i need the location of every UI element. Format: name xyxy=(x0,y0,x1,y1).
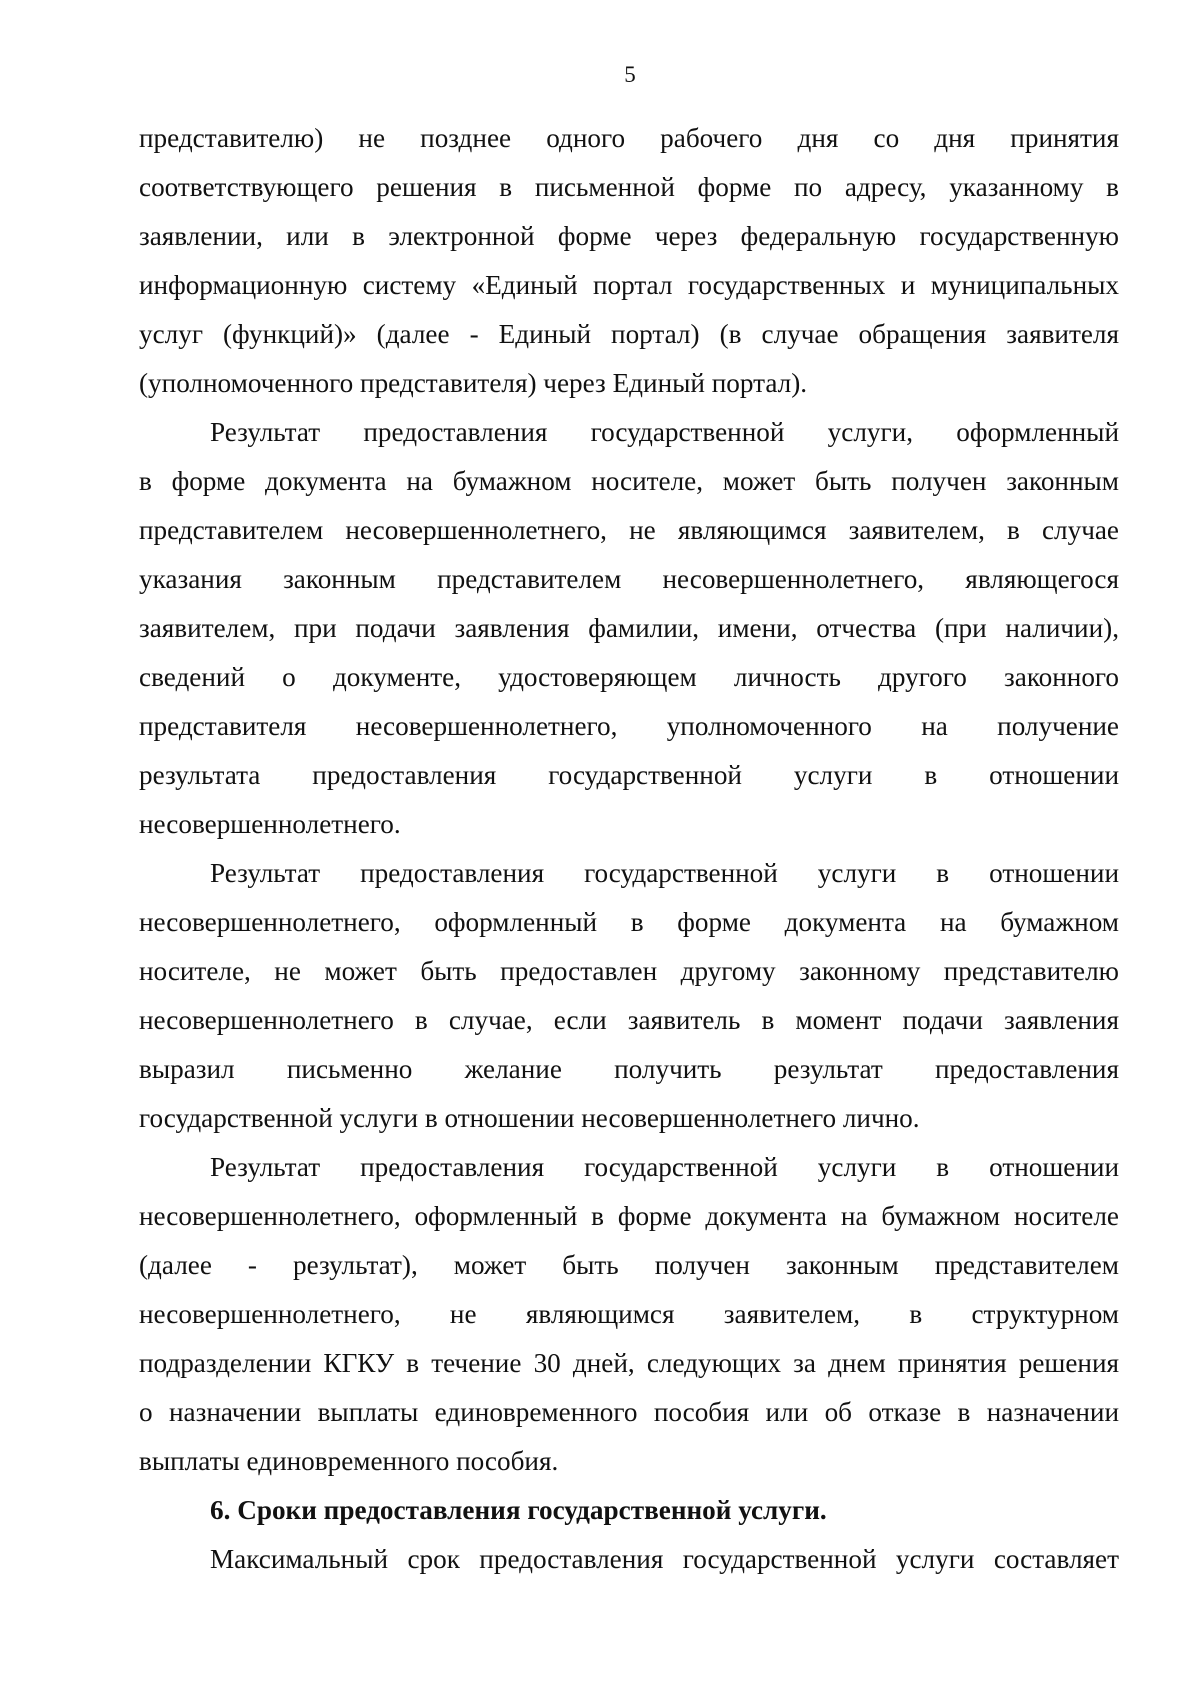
text-line: несовершеннолетнего, оформленный в форме документа на бумажном xyxy=(139,907,1119,937)
text-line: выплаты единовременного пособия. xyxy=(139,1446,559,1476)
text-line: результата предоставления государственной услуги в отношении xyxy=(139,760,1119,790)
text-line: представителем несовершеннолетнего, не являющимся заявителем, в случае xyxy=(139,515,1119,545)
section-heading: 6. Сроки предоставления государственной услуги. xyxy=(210,1495,827,1525)
text-line: (далее - результат), может быть получен законным представителем xyxy=(139,1250,1119,1280)
text-line: указания законным представителем несовершеннолетнего, являющегося xyxy=(139,564,1119,594)
text-line: представителю) не позднее одного рабочего дня со дня принятия xyxy=(139,123,1119,153)
text-line: Результат предоставления государственной услуги в отношении xyxy=(210,1152,1119,1182)
paragraph-1 xyxy=(139,114,1119,408)
text-line: в форме документа на бумажном носителе, может быть получен законным xyxy=(139,466,1119,496)
text-line: заявлении, или в электронной форме через федеральную государственную xyxy=(139,221,1119,251)
text-line: услуг (функций)» (далее - Единый портал) (в случае обращения заявителя xyxy=(139,319,1119,349)
text-line: несовершеннолетнего. xyxy=(139,809,401,839)
text-line: несовершеннолетнего в случае, если заявитель в момент подачи заявления xyxy=(139,1005,1119,1035)
text-line: о назначении выплаты единовременного пособия или об отказе в назначении xyxy=(139,1397,1119,1427)
text-line: Результат предоставления государственной услуги, оформленный xyxy=(210,417,1119,447)
text-line: Результат предоставления государственной услуги в отношении xyxy=(210,858,1119,888)
text-line: государственной услуги в отношении несовершеннолетнего лично. xyxy=(139,1103,920,1133)
text-line: представителя несовершеннолетнего, уполномоченного на получение xyxy=(139,711,1119,741)
text-line: выразил письменно желание получить результат предоставления xyxy=(139,1054,1119,1084)
paragraph-2 xyxy=(139,408,1119,849)
text-line: заявителем, при подачи заявления фамилии, имени, отчества (при наличии), xyxy=(139,613,1119,643)
text-line: (уполномоченного представителя) через Единый портал). xyxy=(139,368,808,398)
text-line: несовершеннолетнего, оформленный в форме документа на бумажном носителе xyxy=(139,1201,1119,1231)
text-line: подразделении КГКУ в течение 30 дней, следующих за днем принятия решения xyxy=(139,1348,1119,1378)
text-line: носителе, не может быть предоставлен другому законному представителю xyxy=(139,956,1119,986)
text-line: соответствующего решения в письменной форме по адресу, указанному в xyxy=(139,172,1119,202)
text-line: несовершеннолетнего, не являющимся заявителем, в структурном xyxy=(139,1299,1119,1329)
section-6 xyxy=(139,1486,1119,1584)
paragraph-4 xyxy=(139,1143,1119,1486)
text-line: Максимальный срок предоставления государственной услуги составляет xyxy=(210,1544,1119,1574)
text-line: сведений о документе, удостоверяющем личность другого законного xyxy=(139,662,1119,692)
text-line: информационную систему «Единый портал государственных и муниципальных xyxy=(139,270,1119,300)
page-number: 5 xyxy=(624,62,636,87)
paragraph-3 xyxy=(139,849,1119,1143)
document-body xyxy=(139,114,1119,1584)
